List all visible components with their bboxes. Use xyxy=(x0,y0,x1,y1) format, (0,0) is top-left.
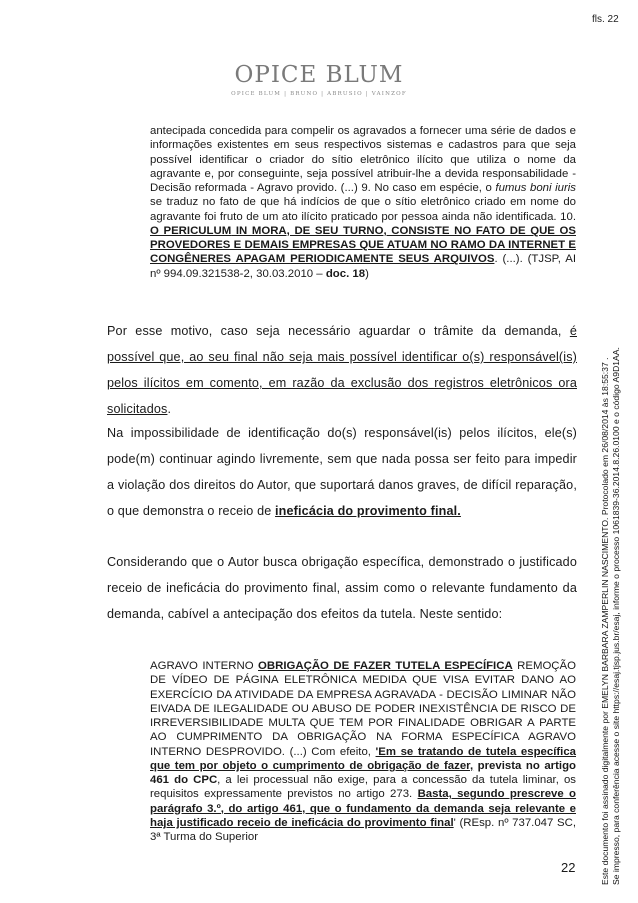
paragraph-1-underlined: é possível que, ao seu final não seja mais possível identificar o(s) responsável(is) pelos ilícitos em comento, em razão da exclusão dos registros eletrônicos ora solicitados xyxy=(107,324,577,416)
quote1-text: ) xyxy=(365,267,369,280)
page-label: fls. 22 xyxy=(592,14,619,25)
logo-subtitle: OPICE BLUM | BRUNO | ABRUSIO | VAINZOF xyxy=(231,91,407,97)
paragraph-2-text: Na impossibilidade de identificação do(s) responsável(is) pelos ilícitos, ele(s) pode(m) continuar agindo livremente, sem que nada possa ser feito para impedir a violação dos direitos do Autor, que suportará danos graves, de difícil reparação, o que demonstra o receio de xyxy=(107,426,577,518)
quote2-bold: prevista no artigo 461 do CPC xyxy=(150,759,576,786)
paragraph-3 xyxy=(107,549,577,627)
quote1-citation: . (...). (TJSP, AI nº 994.09.321538-2, 30.03.2010 – xyxy=(150,253,576,280)
paragraph-3-text: Considerando que o Autor busca obrigação específica, demonstrado o justificado receio de ineficácia do provimento final, assim como o relevante fundamento da demanda, cabível a antecipação dos efeitos da tutela. Neste sentido: xyxy=(107,555,577,621)
paragraph-1-text: . xyxy=(167,402,172,416)
firm-logo xyxy=(0,62,638,97)
quote2-emphasis: OBRIGAÇÃO DE FAZER TUTELA ESPECÍFICA xyxy=(258,660,513,672)
quote2-emphasis: 'Em se tratando de tutela específica que tem por objeto o cumprimento de obrigação de fazer, xyxy=(150,745,576,772)
quote1-emphasis: IN MORA, DE SEU TURNO, CONSISTE NO FATO DE QUE OS PROVEDORES E DEMAIS EMPRESAS QUE ATUAM NO RAMO DA INTERNET E CONGÊNERES APAGAM PERIODICAMENTE SEUS ARQUIVOS xyxy=(150,224,576,266)
quote1-text: se traduz no fato de que há indícios de que o sítio eletrônico criado em nome do agravante foi fruto de um ato ilícito praticado por pessoa ainda não identificada. 10. xyxy=(150,196,576,223)
quote2-text: AGRAVO INTERNO xyxy=(150,660,259,672)
quote1-emphasis: O PERICULUM xyxy=(150,224,232,237)
quote2-text: , a lei processual não exige, para a concessão da tutela liminar, os requisitos expressamente previstos no artigo 273. xyxy=(150,774,576,801)
paragraph-2 xyxy=(107,420,577,524)
signature-side-note xyxy=(600,347,622,885)
page-number: 22 xyxy=(561,860,576,875)
paragraph-2-emphasis: ineficácia do provimento final. xyxy=(275,504,461,518)
logo-name-second: BLUM xyxy=(325,62,404,88)
quote-block-2 xyxy=(150,659,576,844)
quote1-latin-term: fumus boni iuris xyxy=(495,182,576,194)
logo-title xyxy=(0,62,638,88)
quote-block-1 xyxy=(150,124,576,281)
quote2-emphasis: Basta, segundo prescreve o parágrafo 3.º, do artigo 461, que o fundamento da demanda seja relevante e haja justificado receio de ineficácia do provimento final xyxy=(150,788,577,829)
paragraph-1-text: Por esse motivo, caso seja necessário aguardar o trâmite da demanda, xyxy=(107,324,570,338)
side-note-line-2: Se impresso, para conferência acesse o site https://esaj.tjsp.jus.br/esaj, informe o processo 1061839-36.2014.8.26.0100 e o código A9D1AA. xyxy=(611,347,621,885)
logo-name-first: OPICE xyxy=(234,62,318,88)
side-note-line-1: Este documento foi assinado digitalmente por EMELYN BARBARA ZAMPERLIN NASCIMENTO. Protocolado em 26/08/2014 às 18:55:37 . xyxy=(600,357,610,885)
quote1-doc-ref: doc. 18 xyxy=(325,267,366,280)
quote2-text: REMOÇÃO DE VÍDEO DE PÁGINA ELETRÔNICA MEDIDA QUE VISA EVITAR DANO AO EXERCÍCIO DA ATIVIDADE DA EMPRESA AGRAVADA - DECISÃO LIMINAR NÃO EIVADA DE ILEGALIDADE OU ABUSO DE PODER INEXISTÊNCIA DE RISCO DE IRREVERSIBILIDADE MULTA QUE TEM POR FINALIDADE OBRIGAR A PARTE AO CUMPRIMENTO DA OBRIGAÇÃO NA FORMA ESPECÍFICA AGRAVO INTERNO DESPROVIDO. (...) Com efeito, xyxy=(150,660,576,758)
quote1-text: antecipada concedida para compelir os agravados a fornecer uma série de dados e informações existentes em seus respectivos sistemas e cadastros para que seja possível identificar o criador do sítio eletrônico ilícito que utiliza o nome da agravante e, por conseguinte, seja possível atribuir-lhe a devida responsabilidade - Decisão reformada - Agravo provido. (...) 9. No caso em espécie, o xyxy=(150,125,576,194)
paragraph-1 xyxy=(107,318,577,422)
quote2-text: ' (REsp. nº 737.047 SC, 3ª Turma do Superior xyxy=(150,816,577,843)
